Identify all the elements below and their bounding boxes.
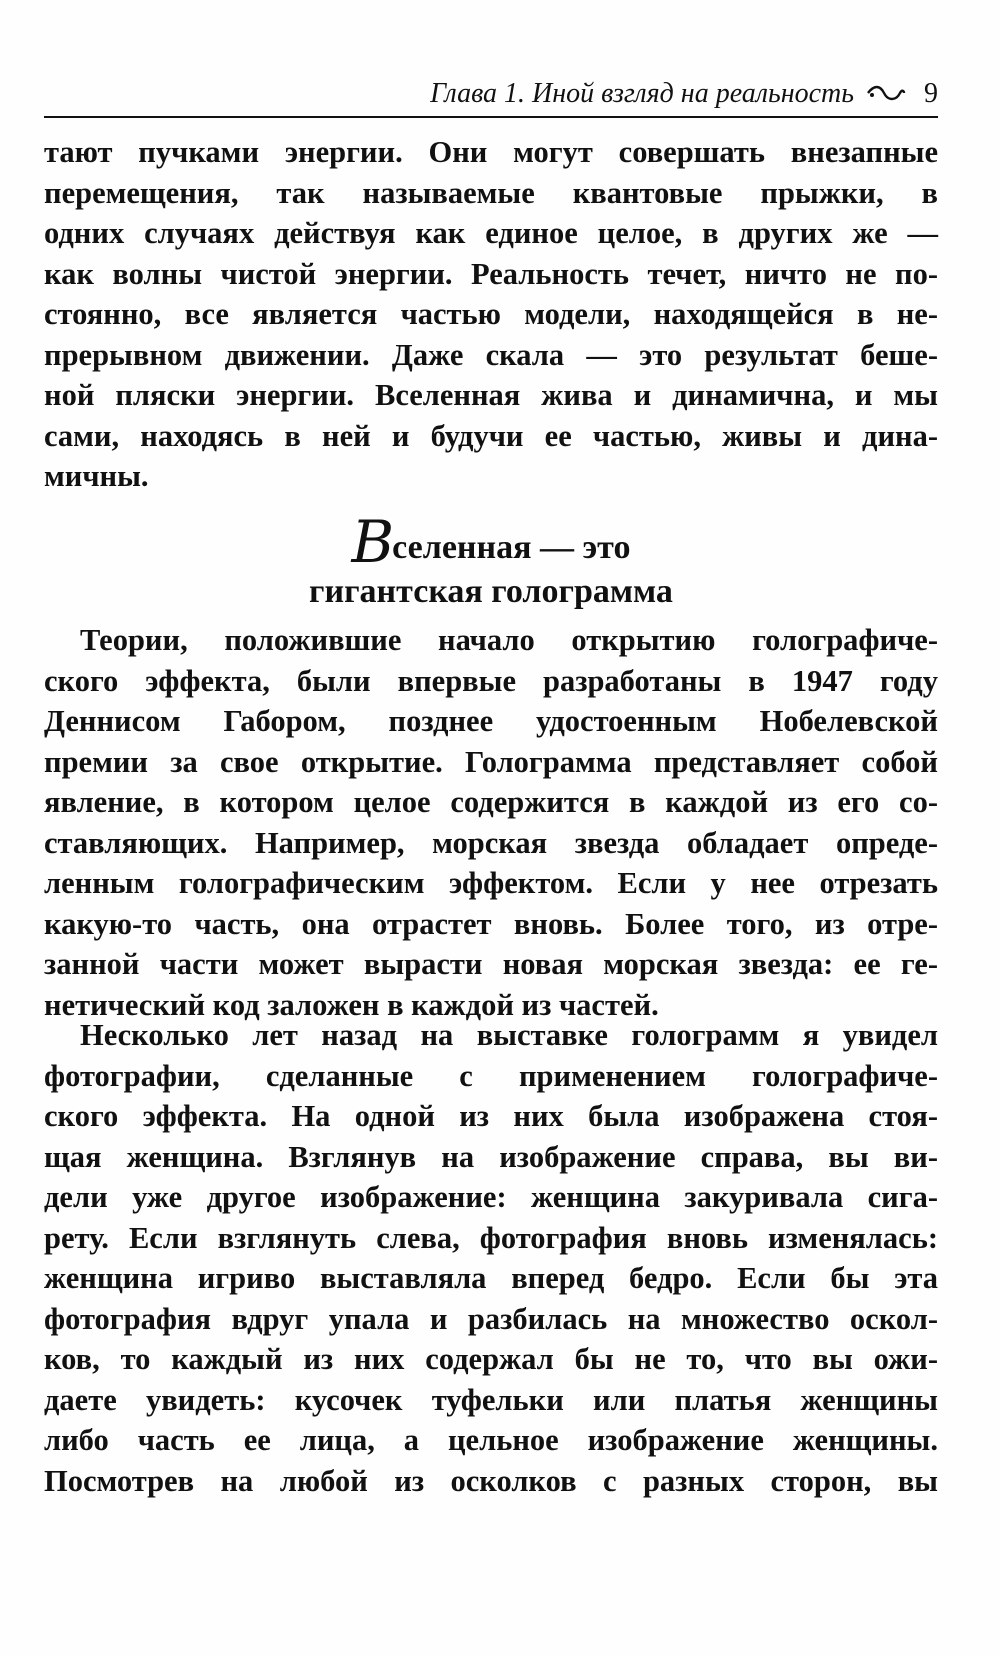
decorative-initial: В	[351, 508, 393, 576]
text-line: ского эффекта. На одной из них была изображена стоя-	[44, 1099, 938, 1133]
text-line: тают пучками энергии. Они могут совершать внезапные	[44, 135, 938, 169]
text-line: прерывном движении. Даже скала — это результат беше-	[44, 337, 938, 372]
text-line: либо часть ее лица, а цельное изображение женщины.	[44, 1423, 938, 1457]
chapter-title: Глава 1. Иной взгляд на реальность	[430, 78, 854, 109]
text-line: даете увидеть: кусочек туфельки или платья женщины	[44, 1382, 938, 1417]
text-line: явление, в котором целое содержится в каждой из его со-	[44, 785, 938, 819]
text-line: дели уже другое изображение: женщина закуривала сига-	[44, 1180, 938, 1214]
swash-ornament-icon	[866, 80, 906, 110]
text-line: одних случаях действуя как единое целое, в других же —	[44, 216, 938, 250]
heading-line-1-text: селенная — это	[392, 529, 631, 566]
page-number: 9	[924, 78, 938, 109]
text-line: Посмотрев на любой из осколков с разных сторон, вы	[44, 1463, 938, 1498]
text-line: ленным голографическим эффектом. Если у нее отрезать	[44, 866, 938, 900]
text-line: ставляющих. Например, морская звезда обладает опреде-	[44, 825, 938, 860]
text-line: щая женщина. Взглянув на изображение справа, вы ви-	[44, 1139, 938, 1174]
text-line: женщина игриво выставляла вперед бедро. Если бы эта	[44, 1261, 938, 1295]
text-line: рету. Если взглянуть слева, фотография вновь изменялась:	[44, 1220, 938, 1255]
text-line: Теории, положившие начало открытию голографиче-	[80, 623, 938, 657]
text-line: мичны.	[44, 459, 149, 493]
intro-paragraph	[44, 132, 938, 497]
exhibition-paragraph	[44, 1015, 938, 1501]
text-line: как волны чистой энергии. Реальность течет, ничто не по-	[44, 256, 938, 291]
text-line: Несколько лет назад на выставке голограмм я увидел	[80, 1018, 938, 1052]
theories-paragraph	[44, 620, 938, 1025]
text-line: перемещения, так называемые квантовые прыжки, в	[44, 175, 938, 210]
text-line: сами, находясь в ней и будучи ее частью, живы и дина-	[44, 418, 938, 453]
text-line: нетический код заложен в каждой из частей.	[44, 987, 659, 1022]
text-line: какую-то часть, она отрастет вновь. Более того, из отре-	[44, 906, 938, 941]
text-line: премии за свое открытие. Голограмма представляет собой	[44, 744, 938, 779]
text-line: занной части может вырасти новая морская звезда: ее ге-	[44, 947, 938, 981]
text-line: ского эффекта, были впервые разработаны в 1947 году	[44, 663, 938, 698]
text-line: ков, то каждый из них содержал бы не то, что вы ожи-	[44, 1342, 938, 1376]
section-heading	[44, 508, 938, 614]
text-line: стоянно, все является частью модели, находящейся в не-	[44, 297, 938, 331]
text-line: Деннисом Габором, позднее удостоенным Нобелевской	[44, 704, 938, 738]
text-line: фотография вдруг упала и разбилась на множество оскол-	[44, 1301, 938, 1336]
text-line: ной пляски энергии. Вселенная жива и динамична, и мы	[44, 378, 938, 412]
heading-line-1	[351, 508, 631, 576]
running-header	[44, 70, 938, 118]
text-line: фотографии, сделанные с применением голографиче-	[44, 1058, 938, 1093]
heading-line-2: гигантская голограмма	[309, 573, 673, 610]
